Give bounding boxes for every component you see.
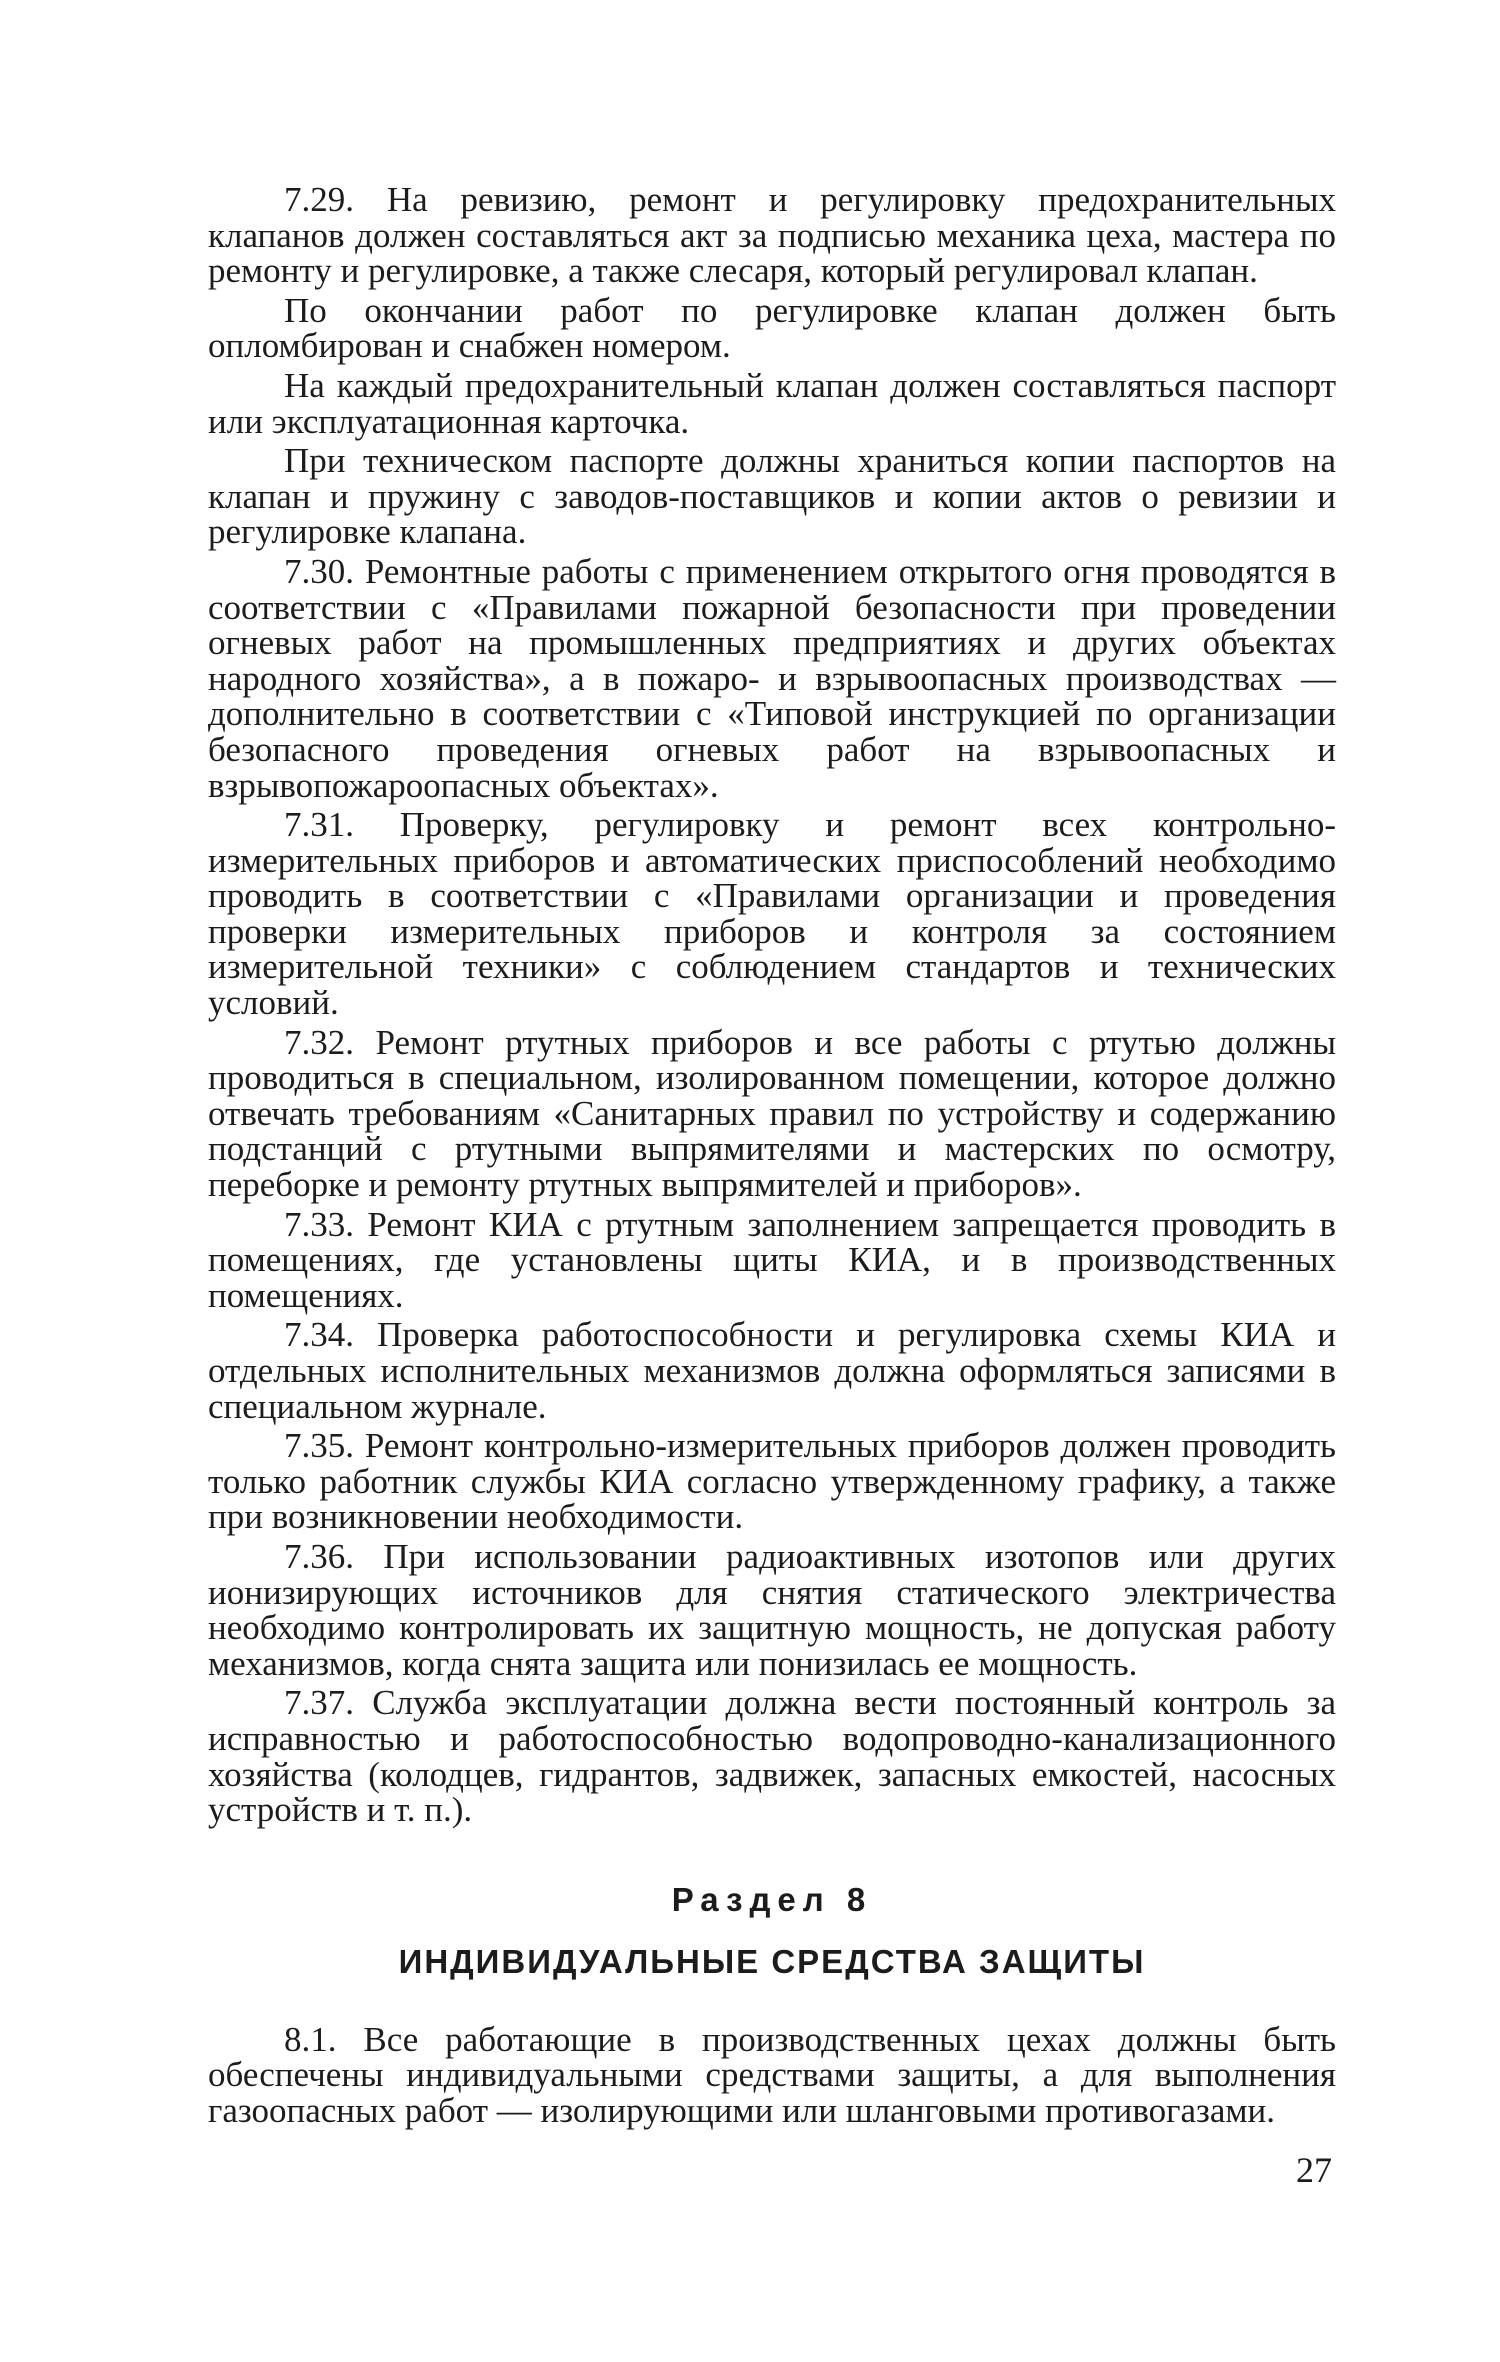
paragraph-8-1: 8.1. Все работающие в производственных цехах должны быть обеспечены индивидуальными средствами защиты, а для выполнения газоопасных работ — изолирующими или шланговыми противогазами. [208, 2019, 1336, 2130]
paragraph-7-29: 7.29. На ревизию, ремонт и регулировку предохранительных клапанов должен составляться акт за подписью механика цеха, мастера по ремонту и регулировке, а также слесаря, который регулировал клапан. [208, 180, 1336, 291]
paragraph-7-37: 7.37. Служба эксплуатации должна вести постоянный контроль за исправностью и работоспособностью водопроводно-канализационного хозяйства (колодцев, гидрантов, задвижек, запасных емкостей, насосных устройств и т. п.). [208, 1683, 1336, 1830]
paragraph-seal: По окончании работ по регулировке клапан должен быть опломбирован и снабжен номером. [208, 290, 1336, 366]
paragraph-passport-copies: При техническом паспорте должны храниться копии паспортов на клапан и пружину с заводов-поставщиков и копии актов о ревизии и регулировке клапана. [208, 441, 1336, 552]
paragraph-7-36: 7.36. При использовании радиоактивных изотопов или других ионизирующих источников для снятия статического электричества необходимо контролировать их защитную мощность, не допуская работу механизмов, когда снята защита или понизилась ее мощность. [208, 1536, 1336, 1683]
section-title: ИНДИВИДУАЛЬНЫЕ СРЕДСТВА ЗАЩИТЫ [398, 1942, 1146, 1980]
paragraph-7-30: 7.30. Ремонтные работы с применением открытого огня проводятся в соответствии с «Правилами пожарной безопасности при проведении огневых работ на промышленных предприятиях и других объектах народного хозяйства», а в пожаро- и взрывоопасных производствах — дополнительно в соответствии с «Типовой инструкцией по организации безопасного проведения огневых работ на взрывоопасных и взрывопожароопасных объектах». [208, 551, 1336, 805]
paragraph-7-32: 7.32. Ремонт ртутных приборов и все работы с ртутью должны проводиться в специальном, изолированном помещении, которое должно отвечать требованиям «Санитарных правил по устройству и содержанию подстанций с ртутными выпрямителями и мастерских по осмотру, переборке и ремонту ртутных выпрямителей и приборов». [208, 1022, 1336, 1205]
paragraph-7-35: 7.35. Ремонт контрольно-измерительных приборов должен проводить только работник службы КИА согласно утвержденному графику, а также при возникновении необходимости. [208, 1426, 1336, 1537]
paragraph-passport: На каждый предохранительный клапан должен составляться паспорт или эксплуатационная карточка. [208, 365, 1336, 441]
page-body [208, 182, 1336, 2133]
paragraph-7-31: 7.31. Проверку, регулировку и ремонт всех контрольно-измерительных приборов и автоматических приспособлений необходимо проводить в соответствии с «Правилами организации и проведения проверки измерительных приборов и контроля за состоянием измерительной техники» с соблюдением стандартов и технических условий. [208, 805, 1336, 1023]
section-label: Раздел 8 [671, 1880, 873, 1918]
paragraph-7-34: 7.34. Проверка работоспособности и регулировка схемы КИА и отдельных исполнительных механизмов должна оформляться записями в специальном журнале. [208, 1315, 1336, 1426]
paragraph-7-33: 7.33. Ремонт КИА с ртутным заполнением запрещается проводить в помещениях, где установлены щиты КИА, и в производственных помещениях. [208, 1204, 1336, 1315]
page-number: 27 [1296, 2150, 1332, 2190]
